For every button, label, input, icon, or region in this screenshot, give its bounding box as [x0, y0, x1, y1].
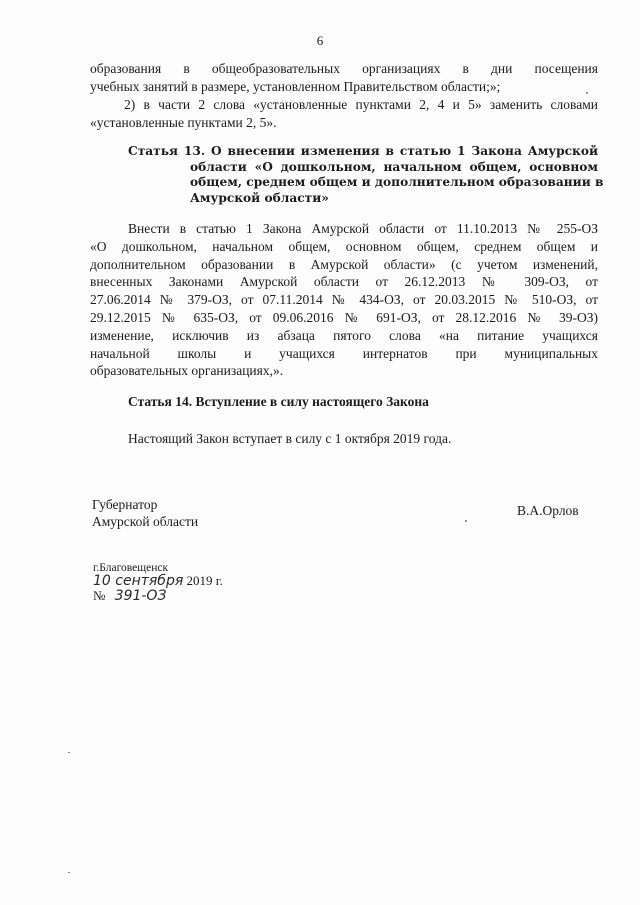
scan-speck: [465, 520, 467, 522]
paragraph-item-2: [90, 96, 598, 131]
date-line: [93, 573, 223, 589]
number-sign: №: [93, 588, 106, 603]
text-line: образовательных организациях,».: [90, 363, 284, 379]
region-label: Амурской области: [92, 514, 199, 529]
text-line: 29.12.2015 № 635-ОЗ, от 09.06.2016 № 691-ОЗ, от 28.12.2016 № 39-ОЗ): [90, 309, 598, 325]
scan-speck: [68, 872, 70, 873]
page-number: 6: [316, 33, 324, 48]
text-line: дополнительном образовании в Амурской области» (с учетом изменений,: [90, 256, 598, 272]
handwritten-number: 391-ОЗ: [114, 588, 167, 604]
year-label: 2019 г.: [186, 573, 223, 588]
article-14-heading: Статья 14. Вступление в силу настоящего Закона: [128, 394, 429, 409]
text-line: начальной школы и учащихся интернатов при муниципальных: [90, 345, 598, 361]
handwritten-date: 10 сентября: [93, 573, 184, 589]
article-14-body: [128, 430, 598, 448]
text-line: учебных занятий в размере, установленном Правительством области;»;: [90, 78, 501, 94]
text-line: «О дошкольном, начальном общем, основном общем, среднем общем и: [90, 238, 598, 254]
text-line: 27.06.2014 № 379-ОЗ, от 07.11.2014 № 434-ОЗ, от 20.03.2015 № 510-ОЗ, от: [90, 292, 598, 308]
text-line: изменение, исключив из абзаца пятого слова «на питание учащихся: [90, 327, 598, 343]
scan-speck: [586, 92, 588, 94]
city-label: г.Благовещенск: [93, 562, 169, 574]
heading-line: общем, среднем общем и дополнительном образовании в: [190, 175, 604, 189]
text-line: 2) в части 2 слова «установленные пунктами 2, 4 и 5» заменить словами: [124, 97, 598, 112]
scan-speck: [68, 752, 70, 753]
article-13-body: [90, 220, 598, 380]
text-line: внесенных Законами Амурской области от 26.12.2013 № 309-ОЗ, от: [90, 274, 598, 290]
heading-line: области «О дошкольном, начальном общем, основном: [190, 159, 598, 174]
text-line: «установленные пунктами 2, 5».: [90, 114, 277, 130]
text-line: Настоящий Закон вступает в силу с 1 октября 2019 года.: [128, 431, 452, 446]
heading-line: Статья 13. О внесении изменения в статью 1 Закона Амурской: [128, 144, 598, 158]
text-line: образования в общеобразовательных организациях в дни посещения: [90, 61, 598, 76]
paragraph-continuation: [90, 60, 598, 95]
article-13-heading: [128, 144, 604, 206]
heading-line: Амурской области»: [190, 190, 329, 205]
governor-label: Губернатор: [92, 497, 158, 512]
signatory-name: В.А.Орлов: [517, 503, 579, 518]
law-number: [93, 588, 166, 604]
signatory-title: [92, 496, 198, 530]
text-line: Внести в статью 1 Закона Амурской области от 11.10.2013 № 255-ОЗ: [128, 221, 598, 236]
